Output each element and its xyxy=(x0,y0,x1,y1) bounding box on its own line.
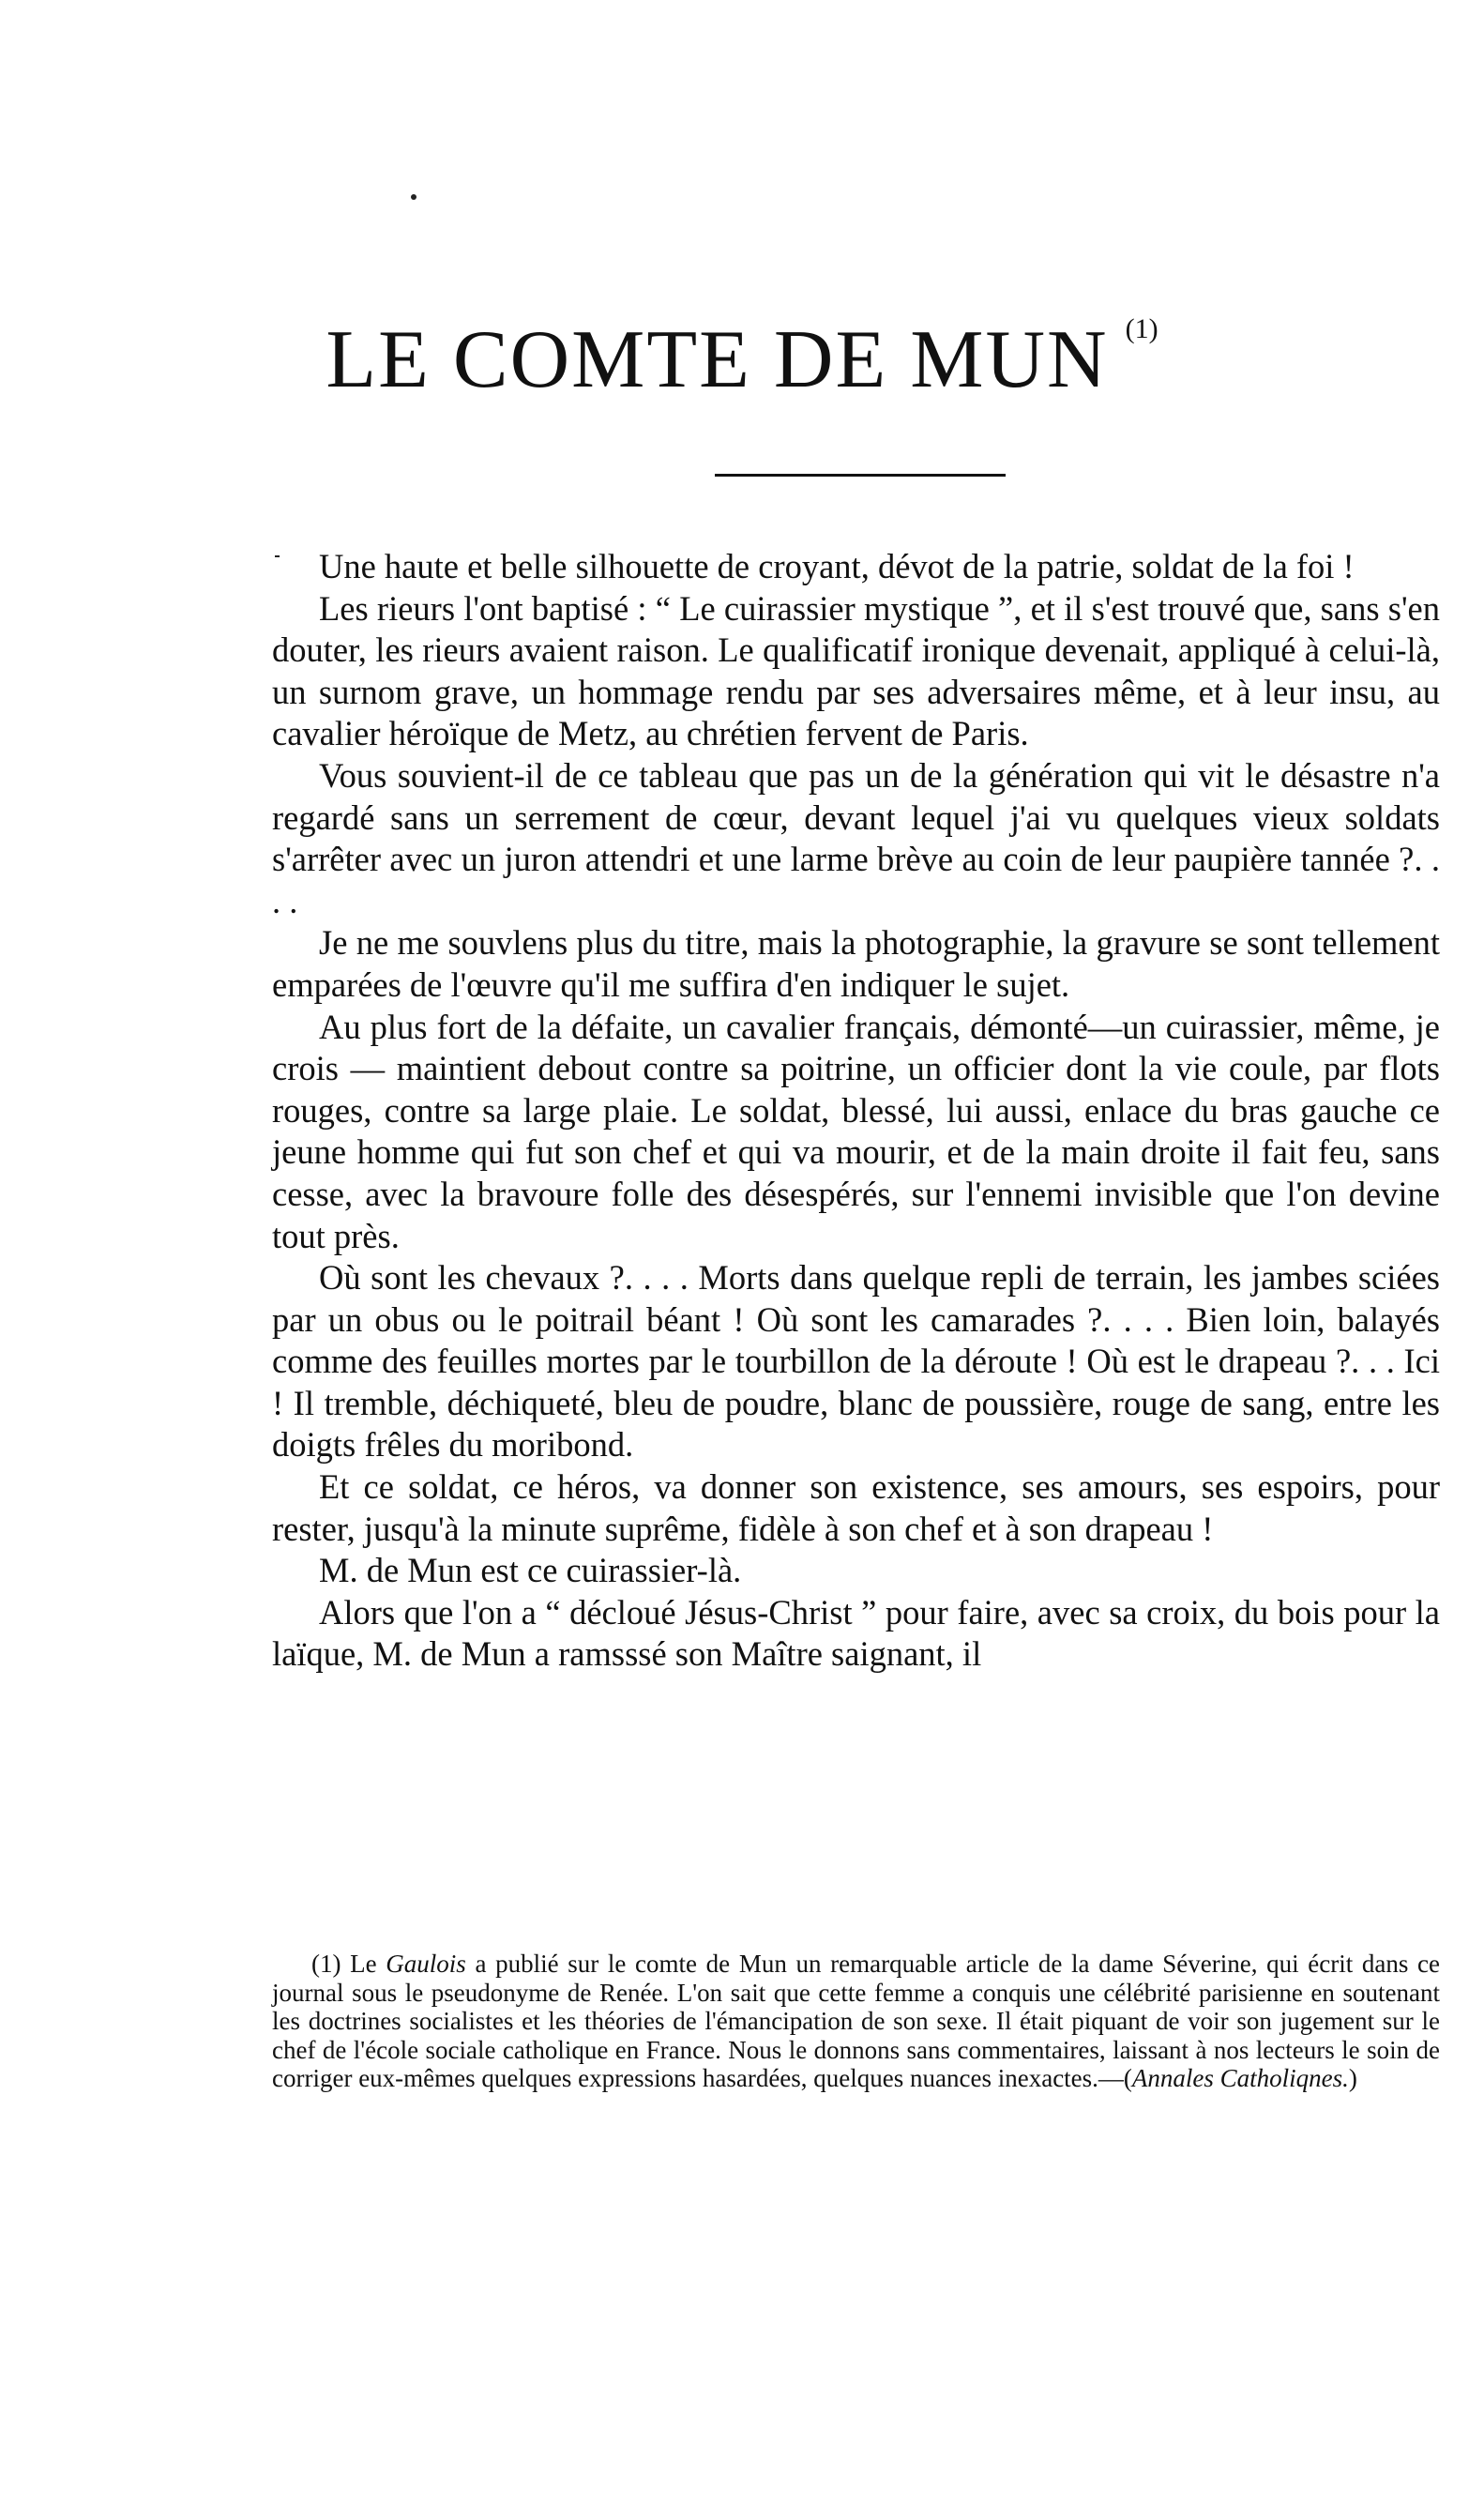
title-text: LE COMTE DE MUN xyxy=(326,314,1109,405)
title-footnote-marker: (1) xyxy=(1125,313,1158,344)
paragraph: Une haute et belle silhouette de croyant, dévot de la patrie, soldat de la foi ! xyxy=(319,547,1355,585)
paragraph: Au plus fort de la défaite, un cavalier français, démonté—un cuirassier, même, je crois — maintient debout contre sa poitrine, un officier dont la vie coule, par flots rouges, contre sa large plaie. Le soldat, blessé, lui aussi, enlace du bras gauche ce jeune homme qui fut son chef et qui va mourir, et de la main droite il fait feu, sans cesse, avec la bravoure folle des désespérés, sur l'ennemi invisible que l'on devine tout près. xyxy=(272,1007,1440,1255)
paragraph: Vous souvient-il de ce tableau que pas un de la génération qui vit le désastre n'a regardé sans un serrement de cœur, devant lequel j'ai vu quelques vieux soldats s'arrêter avec un juron attendri et une larme brève au coin de leur paupière tannée ?. . . . xyxy=(272,755,1440,920)
paragraph: Et ce soldat, ce héros, va donner son existence, ses amours, ses espoirs, pour rester, jusqu'à la minute suprême, fidèle à son chef et à son drapeau ! xyxy=(272,1467,1440,1548)
title-divider xyxy=(715,474,1006,477)
paragraph: M. de Mun est ce cuirassier-là. xyxy=(319,1551,742,1590)
footnote-source-italic: Annales Catholiqnes. xyxy=(1131,2064,1349,2092)
paragraph: Je ne me souvlens plus du titre, mais la photographie, la gravure se sont tellement emparées de l'œuvre qu'il me suffira d'en indiquer le sujet. xyxy=(272,923,1440,1004)
footnote-paragraph xyxy=(272,1950,1440,2093)
footnote-text: ) xyxy=(1348,2064,1357,2092)
footnote-text: a publié sur le comte de Mun un remarquable article de la dame Séverine, qui écrit dans ce journal sous le pseudonyme de Renée. L'on sait que cette femme a conquis une célébrité parisienne en soutenant les doctrines socialistes et les théories de l'émancipation de son sexe. Il était piquant de voir son jugement sur le chef de l'école sociale catholique en France. Nous le donnons sans commentaires, laissant à nos lecteurs le soin de corriger eux-mêmes quelques expressions hasardées, quelques nuances inexactes.—( xyxy=(272,1950,1441,2092)
footnote-text: Le xyxy=(350,1950,386,1978)
footnote-marker: (1) xyxy=(311,1950,341,1978)
paragraph: Alors que l'on a “ décloué Jésus-Christ ” pour faire, avec sa croix, du bois pour la laïque, M. de Mun a ramsssé son Maître saignant, il xyxy=(272,1592,1440,1674)
paragraph: Où sont les chevaux ?. . . . Morts dans quelque repli de terrain, les jambes sciées par un obus ou le poitrail béant ! Où sont les camarades ?. . . . Bien loin, balayés comme des feuilles mortes par le tourbillon de la déroute ! Où est le drapeau ?. . . Ici ! Il tremble, déchiqueté, bleu de poudre, blanc de poussière, rouge de sang, entre les doigts frêles du moribond. xyxy=(272,1258,1440,1465)
paragraph: Les rieurs l'ont baptisé : “ Le cuirassier mystique ”, et il s'est trouvé que, sans s'en douter, les rieurs avaient raison. Le qualificatif ironique devenait, appliqué à celui-là, un surnom grave, un hommage rendu par ses adversaires même, et à leur insu, au cavalier héroïque de Metz, au chrétien fervent de Paris. xyxy=(272,588,1440,753)
page-title xyxy=(0,313,1484,405)
print-speck xyxy=(411,194,416,200)
footnote xyxy=(272,1950,1440,2093)
footnote-source-italic: Gaulois xyxy=(386,1950,466,1978)
article-body xyxy=(272,546,1440,1676)
